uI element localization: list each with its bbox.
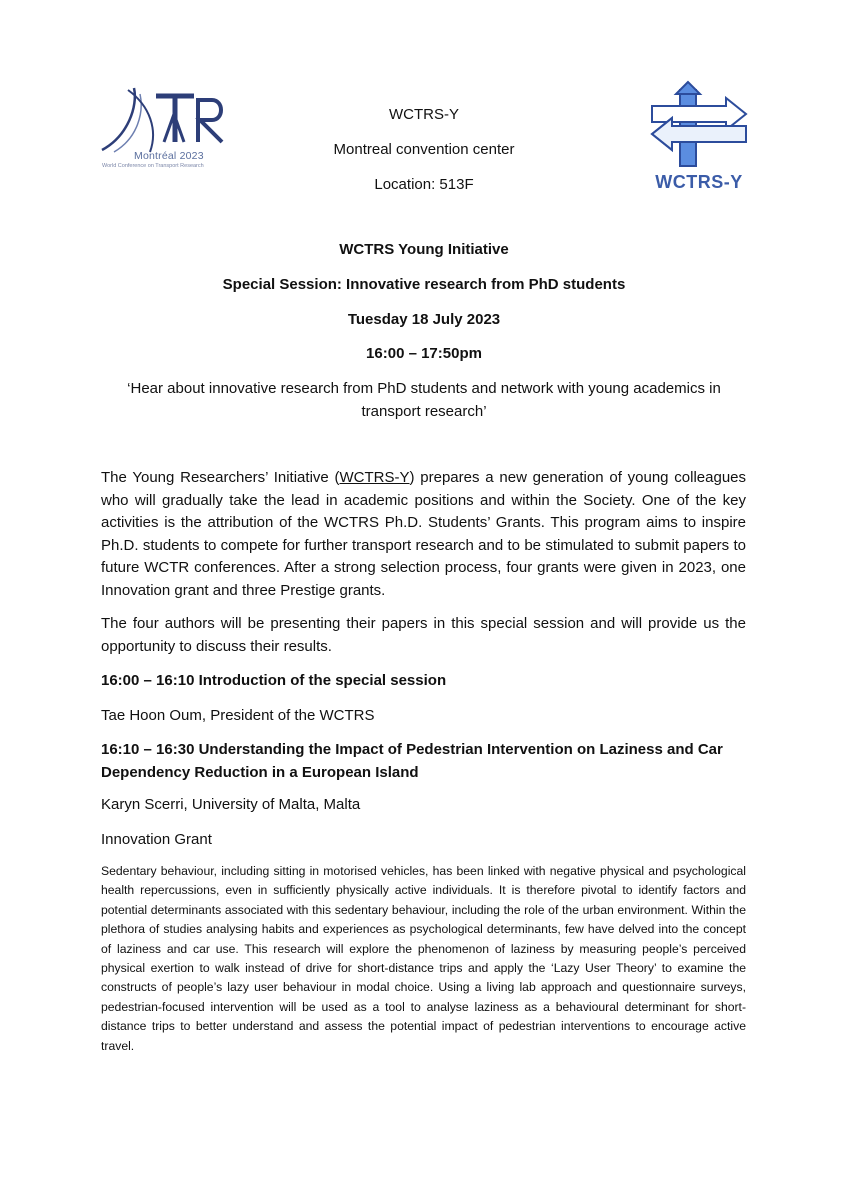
signpost-arrows-icon [640, 80, 758, 170]
agenda-item-2-grant: Innovation Grant [101, 831, 212, 848]
event-quote: ‘Hear about innovative research from PhD students and network with young academics in transport research’ [127, 380, 721, 420]
logo-brand-text: WCTRS-Y [655, 172, 743, 192]
agenda-item-1-speaker: Tae Hoon Oum, President of the WCTRS [101, 707, 375, 724]
intro-text-start: The Young Researchers’ Initiative ( [101, 469, 340, 486]
agenda-item-2-title: 16:10 – 16:30 Understanding the Impact of Pedestrian Intervention on Laziness and Car Dependency Reduction in a European Island [101, 741, 723, 781]
agenda-item-2-abstract: Sedentary behaviour, including sitting in motorised vehicles, has been linked with negative physical and psychological health repercussions, even in sufficiently physically active individuals. It is therefore pivotal to identify factors and potential determinants associated with this sedentary behaviour, including the role of the urban environment. Within the plethora of studies analysing habits and experiences as psychological determinants, few have delved into the concept of laziness and car use. This research will explore the phenomenon of laziness by measuring people’s perceived physical exertion to walk instead of drive for short-distance trips and apply the ‘Lazy User Theory’ to examine the constructs of people’s lazy user behaviour in modal choice. Using a living lab approach and questionnaire surveys, pedestrian-focused intervention will be used as a tool to analyse laziness as a behavioural determinant for short-distance trips to better understand and assess the potential impact of pedestrian interventions to encourage active travel. [101, 864, 746, 1053]
agenda-item-2-speaker: Karyn Scerri, University of Malta, Malta [101, 796, 361, 813]
wctr-montreal-logo [98, 86, 238, 178]
logo-tagline: World Conference on Transport Research [102, 163, 204, 169]
event-date: Tuesday 18 July 2023 [347, 311, 501, 328]
intro-text-end: ) prepares a new generation of young colleagues who will gradually take the lead in academic positions and within the Society. One of the key activities is the attribution of the WCTRS Ph.D. Students’ Grants. This program aims to inspire Ph.D. students to compete for further transport research and to be stimulated to submit papers to future WCTR conferences. After a strong selection process, four grants were given in 2023, one Innovation grant and three Prestige grants. [101, 469, 746, 599]
initiative-title: WCTRS Young Initiative [339, 241, 509, 258]
session-title: Special Session: Innovative research from PhD students [222, 276, 626, 293]
venue-line-1: WCTRS-Y [389, 106, 459, 123]
event-time: 16:00 – 17:50pm [366, 345, 482, 362]
intro-paragraph-2: The four authors will be presenting their papers in this special session and will provide us the opportunity to discuss their results. [101, 615, 746, 655]
wctrs-y-link[interactable]: WCTRS-Y [339, 469, 410, 486]
venue-line-2: Montreal convention center [333, 141, 515, 158]
wctrs-y-logo [640, 80, 758, 192]
venue-line-3: Location: 513F [374, 176, 474, 193]
agenda-item-1-title: 16:00 – 16:10 Introduction of the special session [101, 672, 447, 689]
logo-wordmark: Montréal 2023 [134, 150, 204, 162]
intro-paragraph-1 [101, 467, 746, 602]
